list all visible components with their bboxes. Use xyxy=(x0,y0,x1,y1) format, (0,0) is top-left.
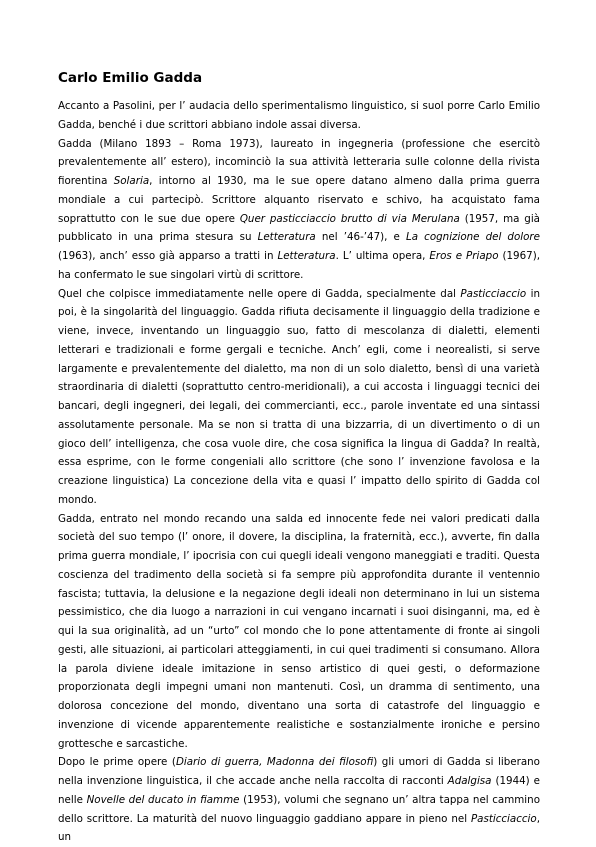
paragraph-text: (1953), volumi che segnano un’ altra tappa nel cammino dello scrittore. La maturità del nuovo linguaggio gaddiano appare in pieno nel xyxy=(58,793,540,825)
italic-title-text: Adalgisa xyxy=(447,775,492,787)
paragraph-text: (1944) e nelle xyxy=(58,775,540,806)
italic-title-text: Eros e Priapo xyxy=(429,250,499,262)
paragraph xyxy=(58,753,540,847)
italic-title-text: Novelle del ducato in fiamme xyxy=(86,793,240,806)
paragraph-text: , intorno al 1930, ma le sue opere datano almeno dalla prima guerra mondiale a cui partecipò. Scrittore alquanto riservato e schivo, ha acquistato fama soprattutto con le sue due opere xyxy=(58,175,540,225)
italic-title-text: Letteratura xyxy=(277,250,336,262)
italic-title-text: Quer pasticciaccio brutto di via Merulana xyxy=(239,212,460,225)
paragraph xyxy=(58,135,540,285)
italic-title-text: Diario di guerra, Madonna dei filosofi xyxy=(175,756,374,769)
paragraph xyxy=(58,97,540,135)
paragraph-text: . L’ ultima opera, xyxy=(335,250,430,262)
paragraph-text: Gadda, entrato nel mondo recando una salda ed innocente fede nei valori predicati dalla società del suo tempo (l’ onore, il dovere, la disciplina, la fraternità, ecc.), avverte, fin dalla prima guerra mondiale, l’ ipocrisia con cui quegli ideali vengono maneggiati e traditi. Questa coscienza del tradimento della società si fa sempre più approfondita durante il ventennio fascista; tuttavia, la delusione e la negazione degli ideali non determinano in lui un sistema pessimistico, che dia luogo a narrazioni in cui vengano incarnati i suoi disinganni, ma, ed è qui la sua originalità, ad un “urto” col mondo che lo pone attentamente di fronte ai singoli gesti, alle situazioni, ai particolari atteggiamenti, in cui quei tradimenti si consumano. Allora la parola diviene ideale imitazione in senso artistico di quei gesti, o deformazione proporzionata degli impegni umani non mantenuti. Così, un dramma di sentimento, una dolorosa concezione del mondo, diventano una sorta di catastrofe del linguaggio e invenzione di vicende apparentemente realistiche e sostanzialmente ironiche e persino grottesche e sarcastiche. xyxy=(58,512,540,750)
paragraph xyxy=(58,510,540,754)
italic-title-text: Pasticciaccio xyxy=(460,287,527,300)
italic-title-text: Solaria xyxy=(113,175,150,187)
paragraph-text: Gadda (Milano 1893 – Roma 1973), laureato in ingegneria (professione che esercitò prevalentemente all’ estero), incominciò la sua attività letteraria sulle colonne della rivista fiorentina xyxy=(58,137,540,187)
paragraph-text: , un xyxy=(58,812,540,844)
paragraph-text: ) gli umori di Gadda si liberano nella invenzione linguistica, il che accade anche nella raccolta di racconti xyxy=(58,756,540,787)
paragraph-text: Accanto a Pasolini, per l’ audacia dello sperimentalismo linguistico, si suol porre Carlo Emilio Gadda, benché i due scrittori abbiano indole assai diversa. xyxy=(58,100,540,131)
paragraph-text: nel ’46-’47), e xyxy=(315,231,407,244)
italic-title-text: La cognizione del dolore xyxy=(406,231,540,244)
document-title: Carlo Emilio Gadda xyxy=(58,70,203,86)
paragraph-text: Dopo le prime opere ( xyxy=(58,756,176,769)
italic-title-text: Letteratura xyxy=(257,231,316,244)
paragraph-text: Quel che colpisce immediatamente nelle opere di Gadda, specialmente dal xyxy=(58,287,461,300)
paragraph-text: (1963), anch’ esso già apparso a tratti in xyxy=(58,250,278,262)
paragraph-text: (1967), ha confermato le sue singolari virtù di scrittore. xyxy=(58,250,540,281)
paragraph-text: (1957, ma già pubblicato in una prima stesura su xyxy=(58,212,540,244)
document-body xyxy=(58,97,540,847)
paragraph xyxy=(58,285,540,510)
document-page xyxy=(58,68,540,847)
paragraph-text: in poi, è la singolarità del linguaggio. Gadda rifiuta decisamente il linguaggio della tradizione e viene, invece, inventando un linguaggio suo, fatto di mescolanza di dialetti, elementi letterari e tradizionali e forme gergali e tecniche. Anch’ egli, come i neorealisti, si serve largamente e prevalentemente del dialetto, ma non di un solo dialetto, bensì di una varietà straordinaria di dialetti (soprattutto centro-meridionali), a cui accosta i linguaggi tecnici dei bancari, degli ingegneri, dei legali, dei commercianti, ecc., parole inventate ed una sintassi assolutamente personale. Ma se non si tratta di una bizzarria, di un divertimento o di un gioco dell’ intelligenza, che cosa vuole dire, che cosa significa la lingua di Gadda? In realtà, essa esprime, con le forme congeniali allo scrittore (che sono l’ invenzione favolosa e la creazione linguistica) La concezione della vita e quasi l’ impatto dello spirito di Gadda col mondo. xyxy=(58,287,540,506)
italic-title-text: Pasticciaccio xyxy=(470,812,537,825)
